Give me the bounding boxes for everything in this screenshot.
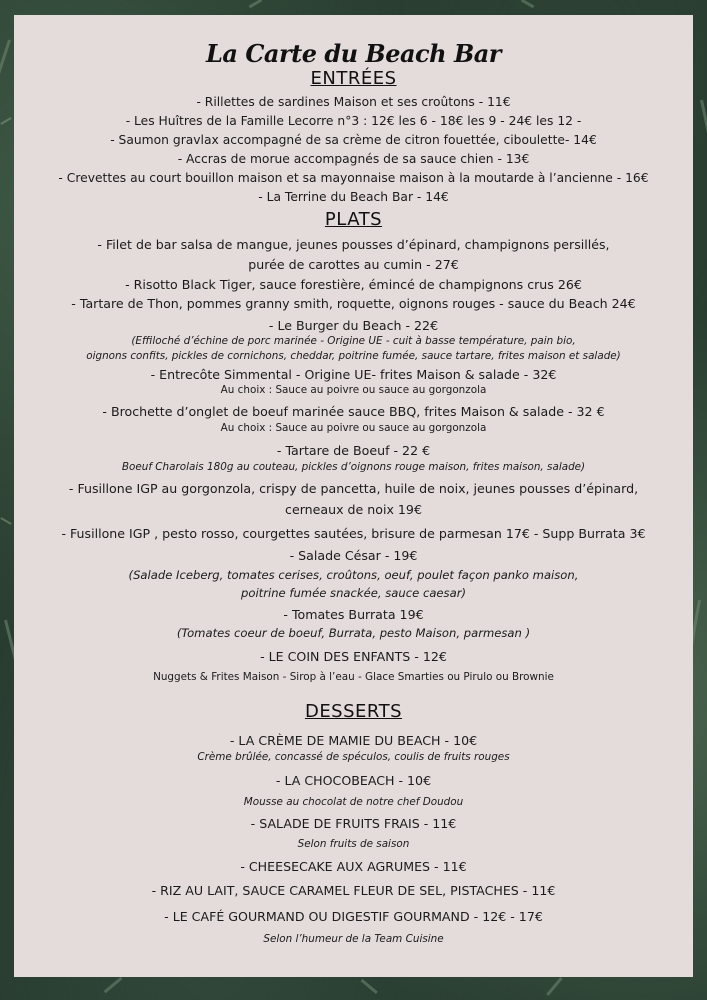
plat-detail: Au choix : Sauce au poivre ou sauce au gorgonzola [220, 384, 487, 396]
entree-item: - La Terrine du Beach Bar - 14€ [258, 190, 449, 204]
dessert-line: - LE CAFÉ GOURMAND OU DIGESTIF GOURMAND - 12€ - 17€ [164, 909, 543, 924]
dessert-detail: Selon l’humeur de la Team Cuisine [263, 933, 444, 945]
entree-item: - Saumon gravlax accompagné de sa crème de citron fouettée, ciboulette- 14€ [110, 133, 597, 147]
plat-line: - Fusillone IGP , pesto rosso, courgettes sautées, brisure de parmesan 17€ - Supp Burrata 3€ [61, 526, 646, 541]
plat-detail: Au choix : Sauce au poivre ou sauce au gorgonzola [220, 422, 487, 434]
dessert-detail: Selon fruits de saison [297, 838, 410, 850]
dessert-detail: Mousse au chocolat de notre chef Doudou [243, 796, 464, 808]
entree-item: - Crevettes au court bouillon maison et sa mayonnaise maison à la moutarde à l’ancienne - 16€ [58, 171, 649, 185]
menu-card [14, 15, 693, 977]
kids-corner-detail: Nuggets & Frites Maison - Sirop à l’eau - Glace Smarties ou Pirulo ou Brownie [153, 671, 554, 683]
plat-line: - Salade César - 19€ [289, 548, 418, 563]
desserts-heading: DESSERTS [304, 701, 403, 722]
plat-detail: Boeuf Charolais 180g au couteau, pickles d’oignons rouge maison, frites maison, salade) [121, 461, 586, 473]
plat-line: - Tomates Burrata 19€ [283, 607, 424, 622]
plat-detail: poitrine fumée snackée, sauce caesar) [241, 586, 466, 600]
plat-detail: (Salade Iceberg, tomates cerises, croûtons, oeuf, poulet façon panko maison, [128, 568, 579, 582]
plat-line: - Tartare de Thon, pommes granny smith, roquette, oignons rouges - sauce du Beach 24€ [71, 296, 636, 311]
plat-line: - Tartare de Boeuf - 22 € [276, 443, 431, 458]
plat-line: cerneaux de noix 19€ [285, 502, 422, 517]
plat-line: purée de carottes au cumin - 27€ [248, 257, 459, 272]
kids-corner: - LE COIN DES ENFANTS - 12€ [260, 649, 447, 664]
dessert-detail: Crème brûlée, concassé de spéculos, coulis de fruits rouges [197, 751, 510, 763]
plat-line: - Risotto Black Tiger, sauce forestière, émincé de champignons crus 26€ [125, 277, 582, 292]
dessert-line: - LA CHOCOBEACH - 10€ [275, 773, 432, 788]
plat-detail: (Tomates coeur de boeuf, Burrata, pesto Maison, parmesan ) [176, 626, 531, 640]
plat-line: - Fusillone IGP au gorgonzola, crispy de pancetta, huile de noix, jeunes pousses d’épinard, [68, 481, 639, 496]
dessert-line: - RIZ AU LAIT, SAUCE CARAMEL FLEUR DE SEL, PISTACHES - 11€ [151, 883, 556, 898]
plat-line: - Filet de bar salsa de mangue, jeunes pousses d’épinard, champignons persillés, [97, 237, 610, 252]
entree-item: - Accras de morue accompagnés de sa sauce chien - 13€ [177, 152, 530, 166]
entree-item: - Rillettes de sardines Maison et ses croûtons - 11€ [196, 95, 511, 109]
plat-detail: (Effiloché d’échine de porc marinée - Origine UE - cuit à basse température, pain bio, [131, 335, 576, 347]
entree-item: - Les Huîtres de la Famille Lecorre n°3 : 12€ les 6 - 18€ les 9 - 24€ les 12 - [125, 114, 582, 128]
dessert-line: - LA CRÈME DE MAMIE DU BEACH - 10€ [229, 733, 478, 748]
plat-line: - Entrecôte Simmental - Origine UE- frites Maison & salade - 32€ [150, 367, 557, 382]
plat-line: - Le Burger du Beach - 22€ [268, 318, 439, 333]
plats-heading: PLATS [324, 209, 383, 230]
dessert-line: - CHEESECAKE AUX AGRUMES - 11€ [240, 859, 467, 874]
entrees-heading: ENTRÉES [310, 68, 397, 89]
plat-detail: oignons confits, pickles de cornichons, cheddar, poitrine fumée, sauce tartare, frites maison et salade) [86, 350, 621, 362]
dessert-line: - SALADE DE FRUITS FRAIS - 11€ [250, 816, 457, 831]
menu-title: La Carte du Beach Bar [206, 39, 501, 68]
plat-line: - Brochette d’onglet de boeuf marinée sauce BBQ, frites Maison & salade - 32 € [102, 404, 605, 419]
